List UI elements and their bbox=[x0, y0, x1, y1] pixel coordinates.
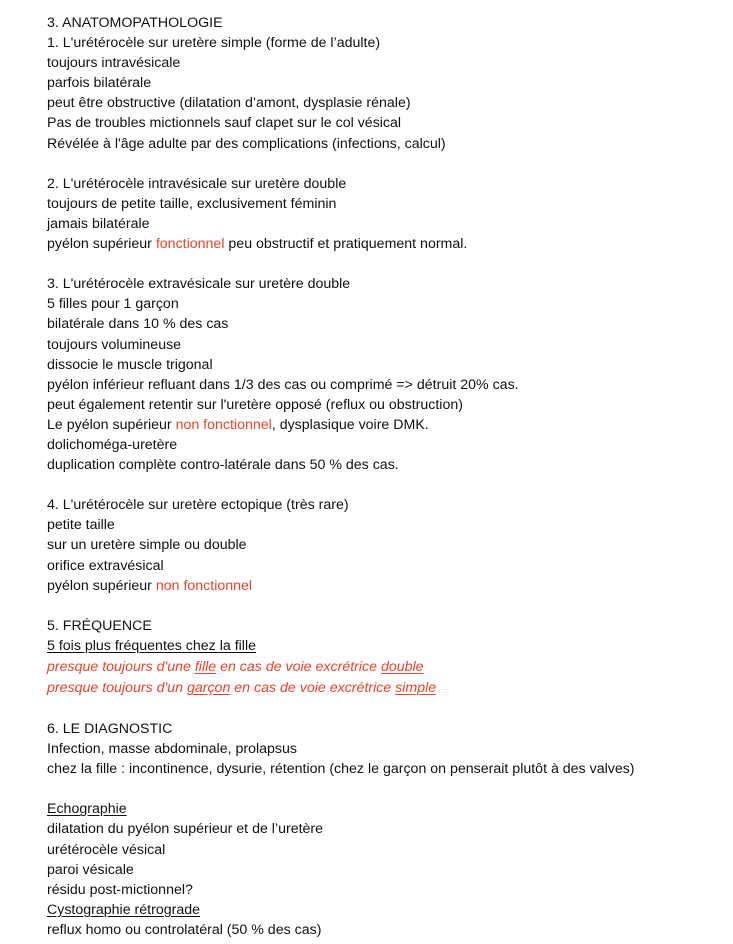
text-run: pyélon supérieur bbox=[47, 577, 156, 594]
subheading-echographie: Echographie bbox=[47, 801, 127, 818]
italic-red-line bbox=[47, 657, 727, 678]
blank-line bbox=[47, 154, 727, 174]
text-line: 5 filles pour 1 garçon bbox=[47, 296, 179, 313]
highlight-red: fonctionnel bbox=[155, 236, 225, 253]
text-run: Le pyélon supérieur bbox=[47, 416, 176, 433]
text-line bbox=[47, 234, 727, 254]
text-run: presque toujours d'une bbox=[47, 658, 195, 675]
text-run: pyélon supérieur bbox=[47, 236, 156, 253]
highlight-red: non fonctionnel bbox=[155, 577, 253, 594]
text-line: dissocie le muscle trigonal bbox=[47, 356, 213, 373]
text-run: en cas de voie excrétrice bbox=[216, 658, 381, 675]
document-body bbox=[47, 13, 727, 940]
text-run: presque toujours d'un bbox=[47, 679, 187, 696]
text-line bbox=[47, 576, 727, 596]
section-title-frequence: 5. FRÉQUENCE bbox=[47, 617, 152, 634]
text-run: peu obstructif et pratiquement normal. bbox=[224, 236, 468, 253]
text-line: toujours intravésicale bbox=[47, 55, 181, 72]
text-line: jamais bilatérale bbox=[47, 215, 150, 232]
text-line: peut également retentir sur l'uretère opposé (reflux ou obstruction) bbox=[47, 396, 463, 413]
underlined-statement: 5 fois plus fréquentes chez la fille bbox=[47, 637, 256, 654]
text-line: Infection, masse abdominale, prolapsus bbox=[47, 741, 297, 758]
blank-line bbox=[47, 254, 727, 274]
subsection-heading-4: 4. L'urétérocèle sur uretère ectopique (très rare) bbox=[47, 497, 349, 514]
text-line: Révélée à l'âge adulte par des complications (infections, calcul) bbox=[47, 135, 446, 152]
section-title-anatomopathologie: 3. ANATOMOPATHOLOGIE bbox=[47, 15, 223, 31]
blank-line bbox=[47, 779, 727, 799]
italic-red-line bbox=[47, 678, 727, 699]
text-line: résidu post-mictionnel? bbox=[47, 881, 193, 898]
text-line: parfois bilatérale bbox=[47, 75, 152, 92]
underlined-word: double bbox=[380, 658, 424, 675]
text-line: Pas de troubles mictionnels sauf clapet sur le col vésical bbox=[47, 115, 402, 132]
text-line: toujours volumineuse bbox=[47, 336, 182, 353]
text-line bbox=[47, 415, 727, 435]
section-title-diagnostic: 6. LE DIAGNOSTIC bbox=[47, 721, 173, 737]
subheading-cystographie: Cystographie rétrograde bbox=[47, 901, 200, 918]
text-line: peut être obstructive (dilatation d’amont, dysplasie rénale) bbox=[47, 95, 411, 112]
underlined-word: simple bbox=[395, 679, 437, 696]
blank-line bbox=[47, 475, 727, 495]
text-line: chez la fille : incontinence, dysurie, rétention (chez le garçon on penserait plutôt à des valves) bbox=[47, 761, 635, 778]
text-line: urétérocèle vésical bbox=[47, 841, 166, 858]
subsection-heading-2: 2. L'urétérocèle intravésicale sur uretère double bbox=[47, 175, 347, 192]
text-line: toujours de petite taille, exclusivement féminin bbox=[47, 195, 337, 212]
text-line: petite taille bbox=[47, 517, 115, 534]
text-line: dilatation du pyélon supérieur et de l’uretère bbox=[47, 821, 324, 838]
text-line: duplication complète contro-latérale dans 50 % des cas. bbox=[47, 457, 399, 474]
text-line: paroi vésicale bbox=[47, 861, 134, 878]
highlight-red: non fonctionnel bbox=[175, 416, 272, 433]
text-line: orifice extravésical bbox=[47, 557, 164, 574]
text-line: bilatérale dans 10 % des cas bbox=[47, 316, 229, 333]
text-run: , dysplasique voire DMK. bbox=[271, 416, 429, 433]
text-line: sur un uretère simple ou double bbox=[47, 537, 247, 554]
subsection-heading-1: 1. L'urétérocèle sur uretère simple (forme de l’adulte) bbox=[47, 35, 381, 52]
underlined-word: fille bbox=[194, 658, 217, 675]
blank-line bbox=[47, 596, 727, 616]
text-line: pyélon inférieur refluant dans 1/3 des cas ou comprimé => détruit 20% cas. bbox=[47, 376, 519, 393]
text-line: reflux homo ou controlatéral (50 % des cas) bbox=[47, 921, 322, 938]
text-run: en cas de voie excrétrice bbox=[230, 679, 396, 696]
subsection-heading-3: 3. L'urétérocèle extravésicale sur uretère double bbox=[47, 276, 351, 293]
underlined-word: garçon bbox=[186, 679, 231, 696]
blank-line bbox=[47, 699, 727, 719]
text-line: dolichoméga-uretère bbox=[47, 436, 178, 453]
